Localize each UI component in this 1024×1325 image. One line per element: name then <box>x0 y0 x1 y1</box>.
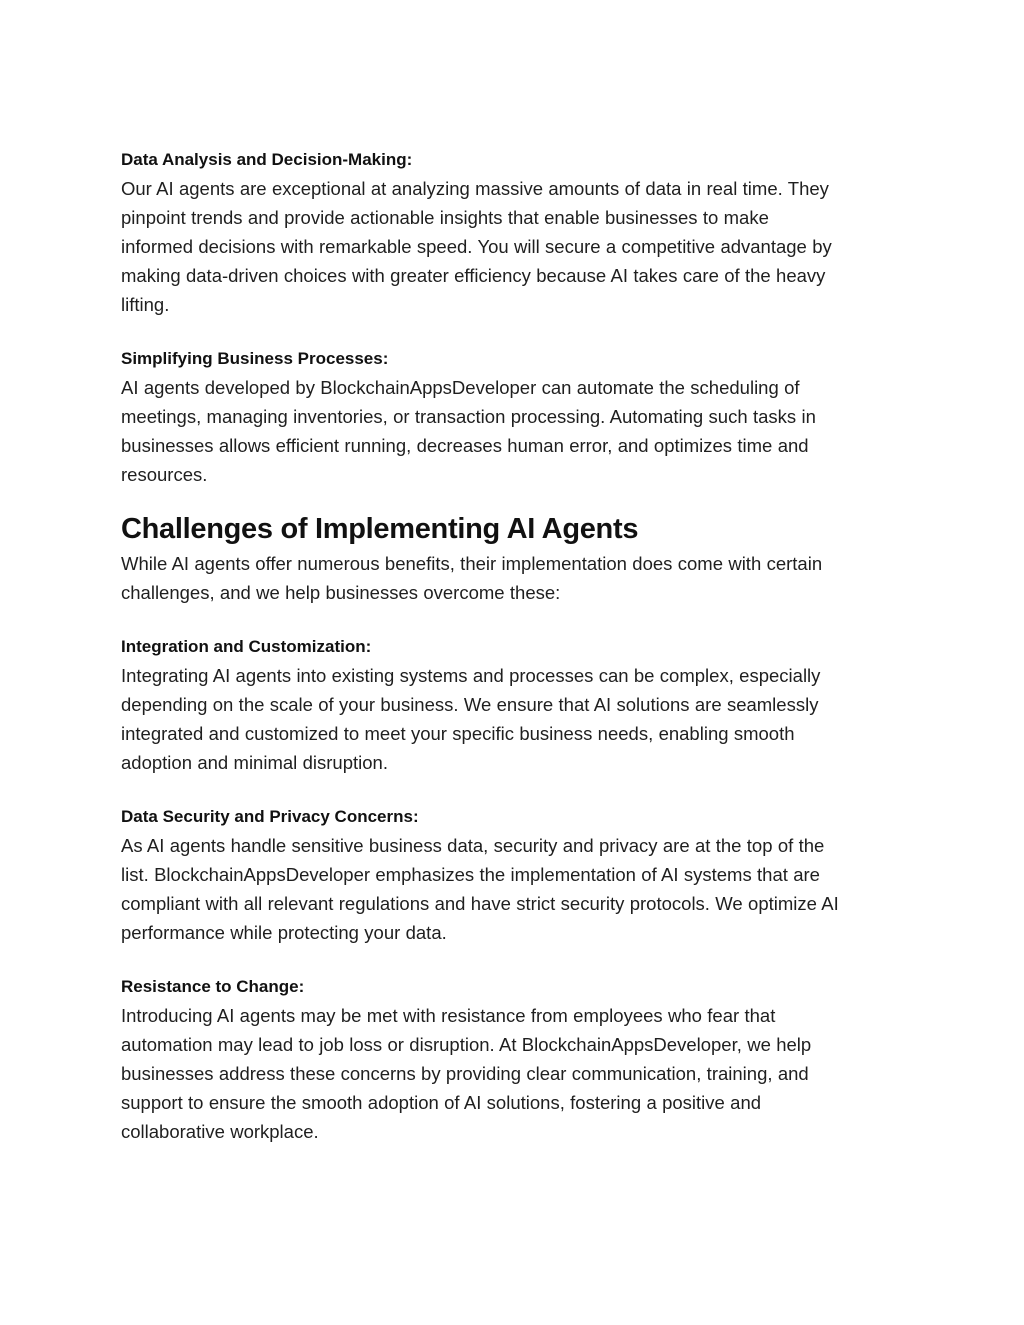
paragraph-line: performance while protecting your data. <box>121 922 447 943</box>
challenges-intro <box>121 549 911 607</box>
paragraph-line: meetings, managing inventories, or transaction processing. Automating such tasks in <box>121 406 816 427</box>
section-heading: Data Security and Privacy Concerns: <box>121 807 419 826</box>
paragraph-line: pinpoint trends and provide actionable insights that enable businesses to make <box>121 207 769 228</box>
spacer <box>121 607 911 632</box>
paragraph-line: Our AI agents are exceptional at analyzing massive amounts of data in real time. They <box>121 178 829 199</box>
paragraph-line: As AI agents handle sensitive business data, security and privacy are at the top of the <box>121 835 825 856</box>
spacer <box>121 777 911 802</box>
paragraph-line: Introducing AI agents may be met with resistance from employees who fear that <box>121 1005 776 1026</box>
challenge-security <box>121 802 911 947</box>
paragraph-line: informed decisions with remarkable speed. You will secure a competitive advantage by <box>121 236 832 257</box>
paragraph-line: support to ensure the smooth adoption of AI solutions, fostering a positive and <box>121 1092 762 1113</box>
section-heading: Simplifying Business Processes: <box>121 349 389 368</box>
section-heading: Data Analysis and Decision-Making: <box>121 150 413 169</box>
paragraph-line: challenges, and we help businesses overcome these: <box>121 582 561 603</box>
section-heading: Integration and Customization: <box>121 637 372 656</box>
section-simplifying-processes <box>121 344 911 489</box>
section-data-analysis <box>121 145 911 319</box>
paragraph-line: While AI agents offer numerous benefits, their implementation does come with certain <box>121 553 823 574</box>
section-heading: Resistance to Change: <box>121 977 305 996</box>
paragraph-line: AI agents developed by BlockchainAppsDeveloper can automate the scheduling of <box>121 377 800 398</box>
paragraph-line: automation may lead to job loss or disruption. At BlockchainAppsDeveloper, we help <box>121 1034 812 1055</box>
paragraph-line: businesses address these concerns by providing clear communication, training, and <box>121 1063 809 1084</box>
paragraph-line: integrated and customized to meet your specific business needs, enabling smooth <box>121 723 795 744</box>
challenges-title: Challenges of Implementing AI Agents <box>121 513 639 545</box>
paragraph-line: compliant with all relevant regulations and have strict security protocols. We optimize AI <box>121 893 839 914</box>
challenge-integration <box>121 632 911 777</box>
paragraph-line: businesses allows efficient running, decreases human error, and optimizes time and <box>121 435 809 456</box>
document-page <box>121 145 911 1146</box>
paragraph-line: adoption and minimal disruption. <box>121 752 388 773</box>
paragraph-line: list. BlockchainAppsDeveloper emphasizes the implementation of AI systems that are <box>121 864 820 885</box>
paragraph-line: making data-driven choices with greater efficiency because AI takes care of the heavy <box>121 265 826 286</box>
spacer <box>121 947 911 972</box>
paragraph-line: collaborative workplace. <box>121 1121 319 1142</box>
paragraph-line: depending on the scale of your business. We ensure that AI solutions are seamlessly <box>121 694 819 715</box>
spacer <box>121 319 911 344</box>
challenge-resistance <box>121 972 911 1146</box>
paragraph-line: lifting. <box>121 294 170 315</box>
paragraph-line: Integrating AI agents into existing systems and processes can be complex, especially <box>121 665 821 686</box>
paragraph-line: resources. <box>121 464 208 485</box>
